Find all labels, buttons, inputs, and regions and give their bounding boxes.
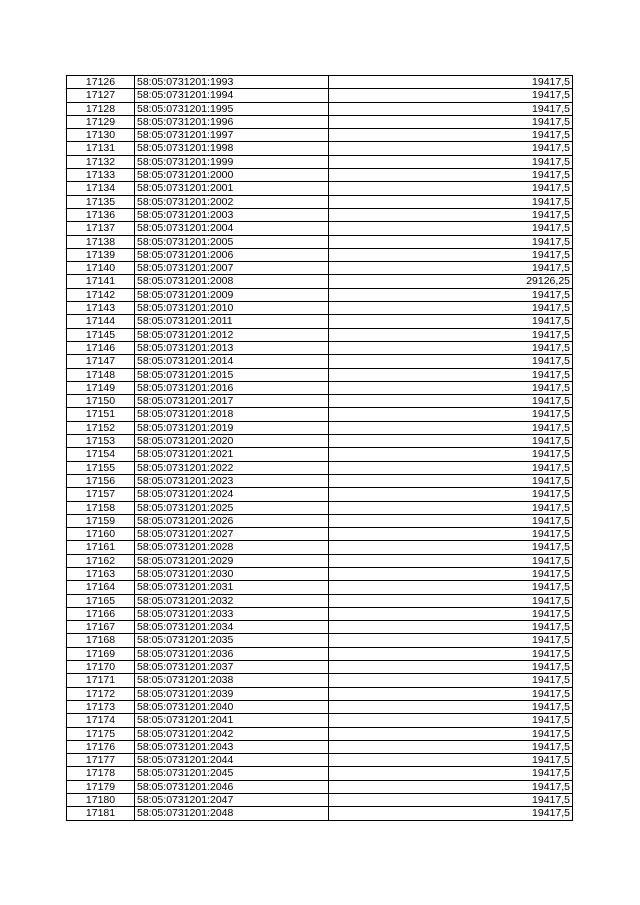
table-row xyxy=(67,142,573,155)
cadastral-value-cell: 19417,5 xyxy=(329,155,573,168)
cadastral-number-cell: 58:05:0731201:1997 xyxy=(135,129,329,142)
row-number-cell: 17175 xyxy=(67,727,135,740)
cadastral-value-table xyxy=(66,75,573,821)
cadastral-value-cell: 19417,5 xyxy=(329,581,573,594)
row-number-cell: 17162 xyxy=(67,554,135,567)
row-number-cell: 17157 xyxy=(67,488,135,501)
cadastral-number-cell: 58:05:0731201:2017 xyxy=(135,395,329,408)
table-row xyxy=(67,129,573,142)
table-row xyxy=(67,421,573,434)
cadastral-number-cell: 58:05:0731201:1994 xyxy=(135,89,329,102)
cadastral-value-cell: 19417,5 xyxy=(329,448,573,461)
row-number-cell: 17148 xyxy=(67,368,135,381)
cadastral-number-cell: 58:05:0731201:2011 xyxy=(135,315,329,328)
cadastral-value-cell: 19417,5 xyxy=(329,567,573,580)
table-row xyxy=(67,567,573,580)
row-number-cell: 17165 xyxy=(67,594,135,607)
cadastral-value-cell: 19417,5 xyxy=(329,594,573,607)
cadastral-value-cell: 19417,5 xyxy=(329,554,573,567)
row-number-cell: 17137 xyxy=(67,222,135,235)
table-row xyxy=(67,169,573,182)
table-row xyxy=(67,541,573,554)
row-number-cell: 17154 xyxy=(67,448,135,461)
cadastral-value-cell: 19417,5 xyxy=(329,142,573,155)
cadastral-number-cell: 58:05:0731201:2003 xyxy=(135,208,329,221)
cadastral-number-cell: 58:05:0731201:2020 xyxy=(135,435,329,448)
table-row xyxy=(67,807,573,820)
table-row xyxy=(67,488,573,501)
table-row xyxy=(67,661,573,674)
row-number-cell: 17144 xyxy=(67,315,135,328)
cadastral-value-cell: 19417,5 xyxy=(329,102,573,115)
table-row xyxy=(67,634,573,647)
table-row xyxy=(67,754,573,767)
row-number-cell: 17172 xyxy=(67,687,135,700)
cadastral-value-cell: 19417,5 xyxy=(329,395,573,408)
cadastral-value-cell: 19417,5 xyxy=(329,288,573,301)
cadastral-value-cell: 19417,5 xyxy=(329,195,573,208)
table-row xyxy=(67,794,573,807)
row-number-cell: 17128 xyxy=(67,102,135,115)
table-row xyxy=(67,594,573,607)
row-number-cell: 17149 xyxy=(67,381,135,394)
row-number-cell: 17156 xyxy=(67,474,135,487)
cadastral-number-cell: 58:05:0731201:2002 xyxy=(135,195,329,208)
table-row xyxy=(67,328,573,341)
row-number-cell: 17177 xyxy=(67,754,135,767)
table-row xyxy=(67,514,573,527)
row-number-cell: 17158 xyxy=(67,501,135,514)
table-row xyxy=(67,76,573,89)
cadastral-number-cell: 58:05:0731201:2046 xyxy=(135,780,329,793)
cadastral-number-cell: 58:05:0731201:2044 xyxy=(135,754,329,767)
table-row xyxy=(67,554,573,567)
cadastral-value-cell: 19417,5 xyxy=(329,169,573,182)
cadastral-number-cell: 58:05:0731201:2018 xyxy=(135,408,329,421)
cadastral-value-cell: 19417,5 xyxy=(329,89,573,102)
table-row xyxy=(67,435,573,448)
cadastral-number-cell: 58:05:0731201:2028 xyxy=(135,541,329,554)
row-number-cell: 17141 xyxy=(67,275,135,288)
cadastral-value-cell: 19417,5 xyxy=(329,76,573,89)
cadastral-number-cell: 58:05:0731201:2010 xyxy=(135,302,329,315)
cadastral-number-cell: 58:05:0731201:2027 xyxy=(135,528,329,541)
table-row xyxy=(67,235,573,248)
row-number-cell: 17160 xyxy=(67,528,135,541)
table-row xyxy=(67,474,573,487)
cadastral-value-cell: 19417,5 xyxy=(329,501,573,514)
cadastral-number-cell: 58:05:0731201:2043 xyxy=(135,740,329,753)
row-number-cell: 17145 xyxy=(67,328,135,341)
table-row xyxy=(67,182,573,195)
cadastral-number-cell: 58:05:0731201:2004 xyxy=(135,222,329,235)
row-number-cell: 17173 xyxy=(67,700,135,713)
cadastral-value-cell: 19417,5 xyxy=(329,341,573,354)
table-row xyxy=(67,115,573,128)
cadastral-value-cell: 19417,5 xyxy=(329,408,573,421)
cadastral-value-cell: 19417,5 xyxy=(329,235,573,248)
row-number-cell: 17139 xyxy=(67,248,135,261)
row-number-cell: 17170 xyxy=(67,661,135,674)
cadastral-number-cell: 58:05:0731201:2013 xyxy=(135,341,329,354)
cadastral-number-cell: 58:05:0731201:1996 xyxy=(135,115,329,128)
cadastral-number-cell: 58:05:0731201:2034 xyxy=(135,621,329,634)
table-row xyxy=(67,528,573,541)
cadastral-number-cell: 58:05:0731201:2022 xyxy=(135,461,329,474)
table-row xyxy=(67,262,573,275)
cadastral-value-cell: 19417,5 xyxy=(329,461,573,474)
table-row xyxy=(67,767,573,780)
cadastral-value-cell: 19417,5 xyxy=(329,182,573,195)
table-row xyxy=(67,621,573,634)
cadastral-value-cell: 19417,5 xyxy=(329,541,573,554)
row-number-cell: 17135 xyxy=(67,195,135,208)
cadastral-value-cell: 19417,5 xyxy=(329,514,573,527)
cadastral-number-cell: 58:05:0731201:2033 xyxy=(135,607,329,620)
cadastral-number-cell: 58:05:0731201:2047 xyxy=(135,794,329,807)
cadastral-value-cell: 19417,5 xyxy=(329,767,573,780)
row-number-cell: 17168 xyxy=(67,634,135,647)
cadastral-number-cell: 58:05:0731201:2000 xyxy=(135,169,329,182)
row-number-cell: 17142 xyxy=(67,288,135,301)
cadastral-number-cell: 58:05:0731201:2007 xyxy=(135,262,329,275)
cadastral-value-cell: 19417,5 xyxy=(329,355,573,368)
cadastral-number-cell: 58:05:0731201:1998 xyxy=(135,142,329,155)
row-number-cell: 17150 xyxy=(67,395,135,408)
table-row xyxy=(67,727,573,740)
row-number-cell: 17126 xyxy=(67,76,135,89)
row-number-cell: 17161 xyxy=(67,541,135,554)
table-row xyxy=(67,501,573,514)
row-number-cell: 17129 xyxy=(67,115,135,128)
row-number-cell: 17169 xyxy=(67,647,135,660)
table-row xyxy=(67,461,573,474)
cadastral-value-cell: 19417,5 xyxy=(329,302,573,315)
cadastral-value-cell: 19417,5 xyxy=(329,674,573,687)
cadastral-value-cell: 29126,25 xyxy=(329,275,573,288)
row-number-cell: 17151 xyxy=(67,408,135,421)
table-row xyxy=(67,341,573,354)
row-number-cell: 17147 xyxy=(67,355,135,368)
cadastral-value-cell: 19417,5 xyxy=(329,115,573,128)
cadastral-number-cell: 58:05:0731201:2048 xyxy=(135,807,329,820)
row-number-cell: 17164 xyxy=(67,581,135,594)
cadastral-value-cell: 19417,5 xyxy=(329,634,573,647)
cadastral-value-cell: 19417,5 xyxy=(329,700,573,713)
cadastral-value-cell: 19417,5 xyxy=(329,262,573,275)
cadastral-number-cell: 58:05:0731201:2037 xyxy=(135,661,329,674)
row-number-cell: 17171 xyxy=(67,674,135,687)
table-row xyxy=(67,315,573,328)
row-number-cell: 17181 xyxy=(67,807,135,820)
table-row xyxy=(67,355,573,368)
cadastral-value-cell: 19417,5 xyxy=(329,435,573,448)
cadastral-value-cell: 19417,5 xyxy=(329,248,573,261)
cadastral-value-cell: 19417,5 xyxy=(329,315,573,328)
cadastral-number-cell: 58:05:0731201:2006 xyxy=(135,248,329,261)
cadastral-number-cell: 58:05:0731201:2025 xyxy=(135,501,329,514)
row-number-cell: 17127 xyxy=(67,89,135,102)
cadastral-value-cell: 19417,5 xyxy=(329,727,573,740)
cadastral-value-cell: 19417,5 xyxy=(329,607,573,620)
cadastral-value-cell: 19417,5 xyxy=(329,754,573,767)
table-row xyxy=(67,647,573,660)
row-number-cell: 17163 xyxy=(67,567,135,580)
table-row xyxy=(67,408,573,421)
row-number-cell: 17134 xyxy=(67,182,135,195)
row-number-cell: 17133 xyxy=(67,169,135,182)
table-row xyxy=(67,780,573,793)
cadastral-number-cell: 58:05:0731201:2019 xyxy=(135,421,329,434)
cadastral-number-cell: 58:05:0731201:2024 xyxy=(135,488,329,501)
cadastral-number-cell: 58:05:0731201:2014 xyxy=(135,355,329,368)
row-number-cell: 17132 xyxy=(67,155,135,168)
row-number-cell: 17174 xyxy=(67,714,135,727)
row-number-cell: 17153 xyxy=(67,435,135,448)
row-number-cell: 17176 xyxy=(67,740,135,753)
cadastral-value-cell: 19417,5 xyxy=(329,780,573,793)
cadastral-number-cell: 58:05:0731201:1999 xyxy=(135,155,329,168)
cadastral-number-cell: 58:05:0731201:2005 xyxy=(135,235,329,248)
row-number-cell: 17136 xyxy=(67,208,135,221)
row-number-cell: 17166 xyxy=(67,607,135,620)
cadastral-number-cell: 58:05:0731201:2021 xyxy=(135,448,329,461)
table-row xyxy=(67,381,573,394)
row-number-cell: 17159 xyxy=(67,514,135,527)
cadastral-number-cell: 58:05:0731201:2041 xyxy=(135,714,329,727)
cadastral-value-cell: 19417,5 xyxy=(329,129,573,142)
cadastral-number-cell: 58:05:0731201:2042 xyxy=(135,727,329,740)
cadastral-value-cell: 19417,5 xyxy=(329,368,573,381)
cadastral-number-cell: 58:05:0731201:2031 xyxy=(135,581,329,594)
row-number-cell: 17180 xyxy=(67,794,135,807)
row-number-cell: 17179 xyxy=(67,780,135,793)
cadastral-value-cell: 19417,5 xyxy=(329,714,573,727)
table-row xyxy=(67,368,573,381)
table-row xyxy=(67,208,573,221)
cadastral-value-cell: 19417,5 xyxy=(329,421,573,434)
table-row xyxy=(67,275,573,288)
table-row xyxy=(67,222,573,235)
table-row xyxy=(67,288,573,301)
cadastral-value-cell: 19417,5 xyxy=(329,488,573,501)
cadastral-number-cell: 58:05:0731201:2040 xyxy=(135,700,329,713)
cadastral-value-cell: 19417,5 xyxy=(329,807,573,820)
table-row xyxy=(67,395,573,408)
cadastral-number-cell: 58:05:0731201:2045 xyxy=(135,767,329,780)
cadastral-value-cell: 19417,5 xyxy=(329,328,573,341)
cadastral-number-cell: 58:05:0731201:2036 xyxy=(135,647,329,660)
cadastral-number-cell: 58:05:0731201:2035 xyxy=(135,634,329,647)
cadastral-value-cell: 19417,5 xyxy=(329,661,573,674)
cadastral-number-cell: 58:05:0731201:2016 xyxy=(135,381,329,394)
cadastral-number-cell: 58:05:0731201:2032 xyxy=(135,594,329,607)
cadastral-value-cell: 19417,5 xyxy=(329,647,573,660)
row-number-cell: 17146 xyxy=(67,341,135,354)
cadastral-number-cell: 58:05:0731201:2012 xyxy=(135,328,329,341)
cadastral-number-cell: 58:05:0731201:2008 xyxy=(135,275,329,288)
cadastral-value-cell: 19417,5 xyxy=(329,621,573,634)
row-number-cell: 17130 xyxy=(67,129,135,142)
cadastral-value-cell: 19417,5 xyxy=(329,794,573,807)
row-number-cell: 17138 xyxy=(67,235,135,248)
table-row xyxy=(67,155,573,168)
table-row xyxy=(67,102,573,115)
table-row xyxy=(67,195,573,208)
row-number-cell: 17143 xyxy=(67,302,135,315)
cadastral-value-cell: 19417,5 xyxy=(329,222,573,235)
cadastral-number-cell: 58:05:0731201:2038 xyxy=(135,674,329,687)
cadastral-number-cell: 58:05:0731201:2026 xyxy=(135,514,329,527)
cadastral-number-cell: 58:05:0731201:2029 xyxy=(135,554,329,567)
table-row xyxy=(67,448,573,461)
cadastral-number-cell: 58:05:0731201:1993 xyxy=(135,76,329,89)
table-row xyxy=(67,700,573,713)
row-number-cell: 17155 xyxy=(67,461,135,474)
table-row xyxy=(67,248,573,261)
table-row xyxy=(67,89,573,102)
cadastral-number-cell: 58:05:0731201:2023 xyxy=(135,474,329,487)
cadastral-number-cell: 58:05:0731201:1995 xyxy=(135,102,329,115)
table-row xyxy=(67,607,573,620)
cadastral-value-cell: 19417,5 xyxy=(329,474,573,487)
table-row xyxy=(67,687,573,700)
row-number-cell: 17167 xyxy=(67,621,135,634)
table-body xyxy=(67,76,573,821)
row-number-cell: 17178 xyxy=(67,767,135,780)
cadastral-value-cell: 19417,5 xyxy=(329,528,573,541)
cadastral-value-cell: 19417,5 xyxy=(329,687,573,700)
row-number-cell: 17131 xyxy=(67,142,135,155)
cadastral-number-cell: 58:05:0731201:2001 xyxy=(135,182,329,195)
row-number-cell: 17152 xyxy=(67,421,135,434)
row-number-cell: 17140 xyxy=(67,262,135,275)
cadastral-number-cell: 58:05:0731201:2030 xyxy=(135,567,329,580)
table-row xyxy=(67,302,573,315)
table-row xyxy=(67,581,573,594)
table-row xyxy=(67,740,573,753)
cadastral-number-cell: 58:05:0731201:2039 xyxy=(135,687,329,700)
cadastral-number-cell: 58:05:0731201:2015 xyxy=(135,368,329,381)
cadastral-value-cell: 19417,5 xyxy=(329,208,573,221)
cadastral-value-cell: 19417,5 xyxy=(329,740,573,753)
cadastral-number-cell: 58:05:0731201:2009 xyxy=(135,288,329,301)
cadastral-value-cell: 19417,5 xyxy=(329,381,573,394)
table-row xyxy=(67,674,573,687)
table-row xyxy=(67,714,573,727)
